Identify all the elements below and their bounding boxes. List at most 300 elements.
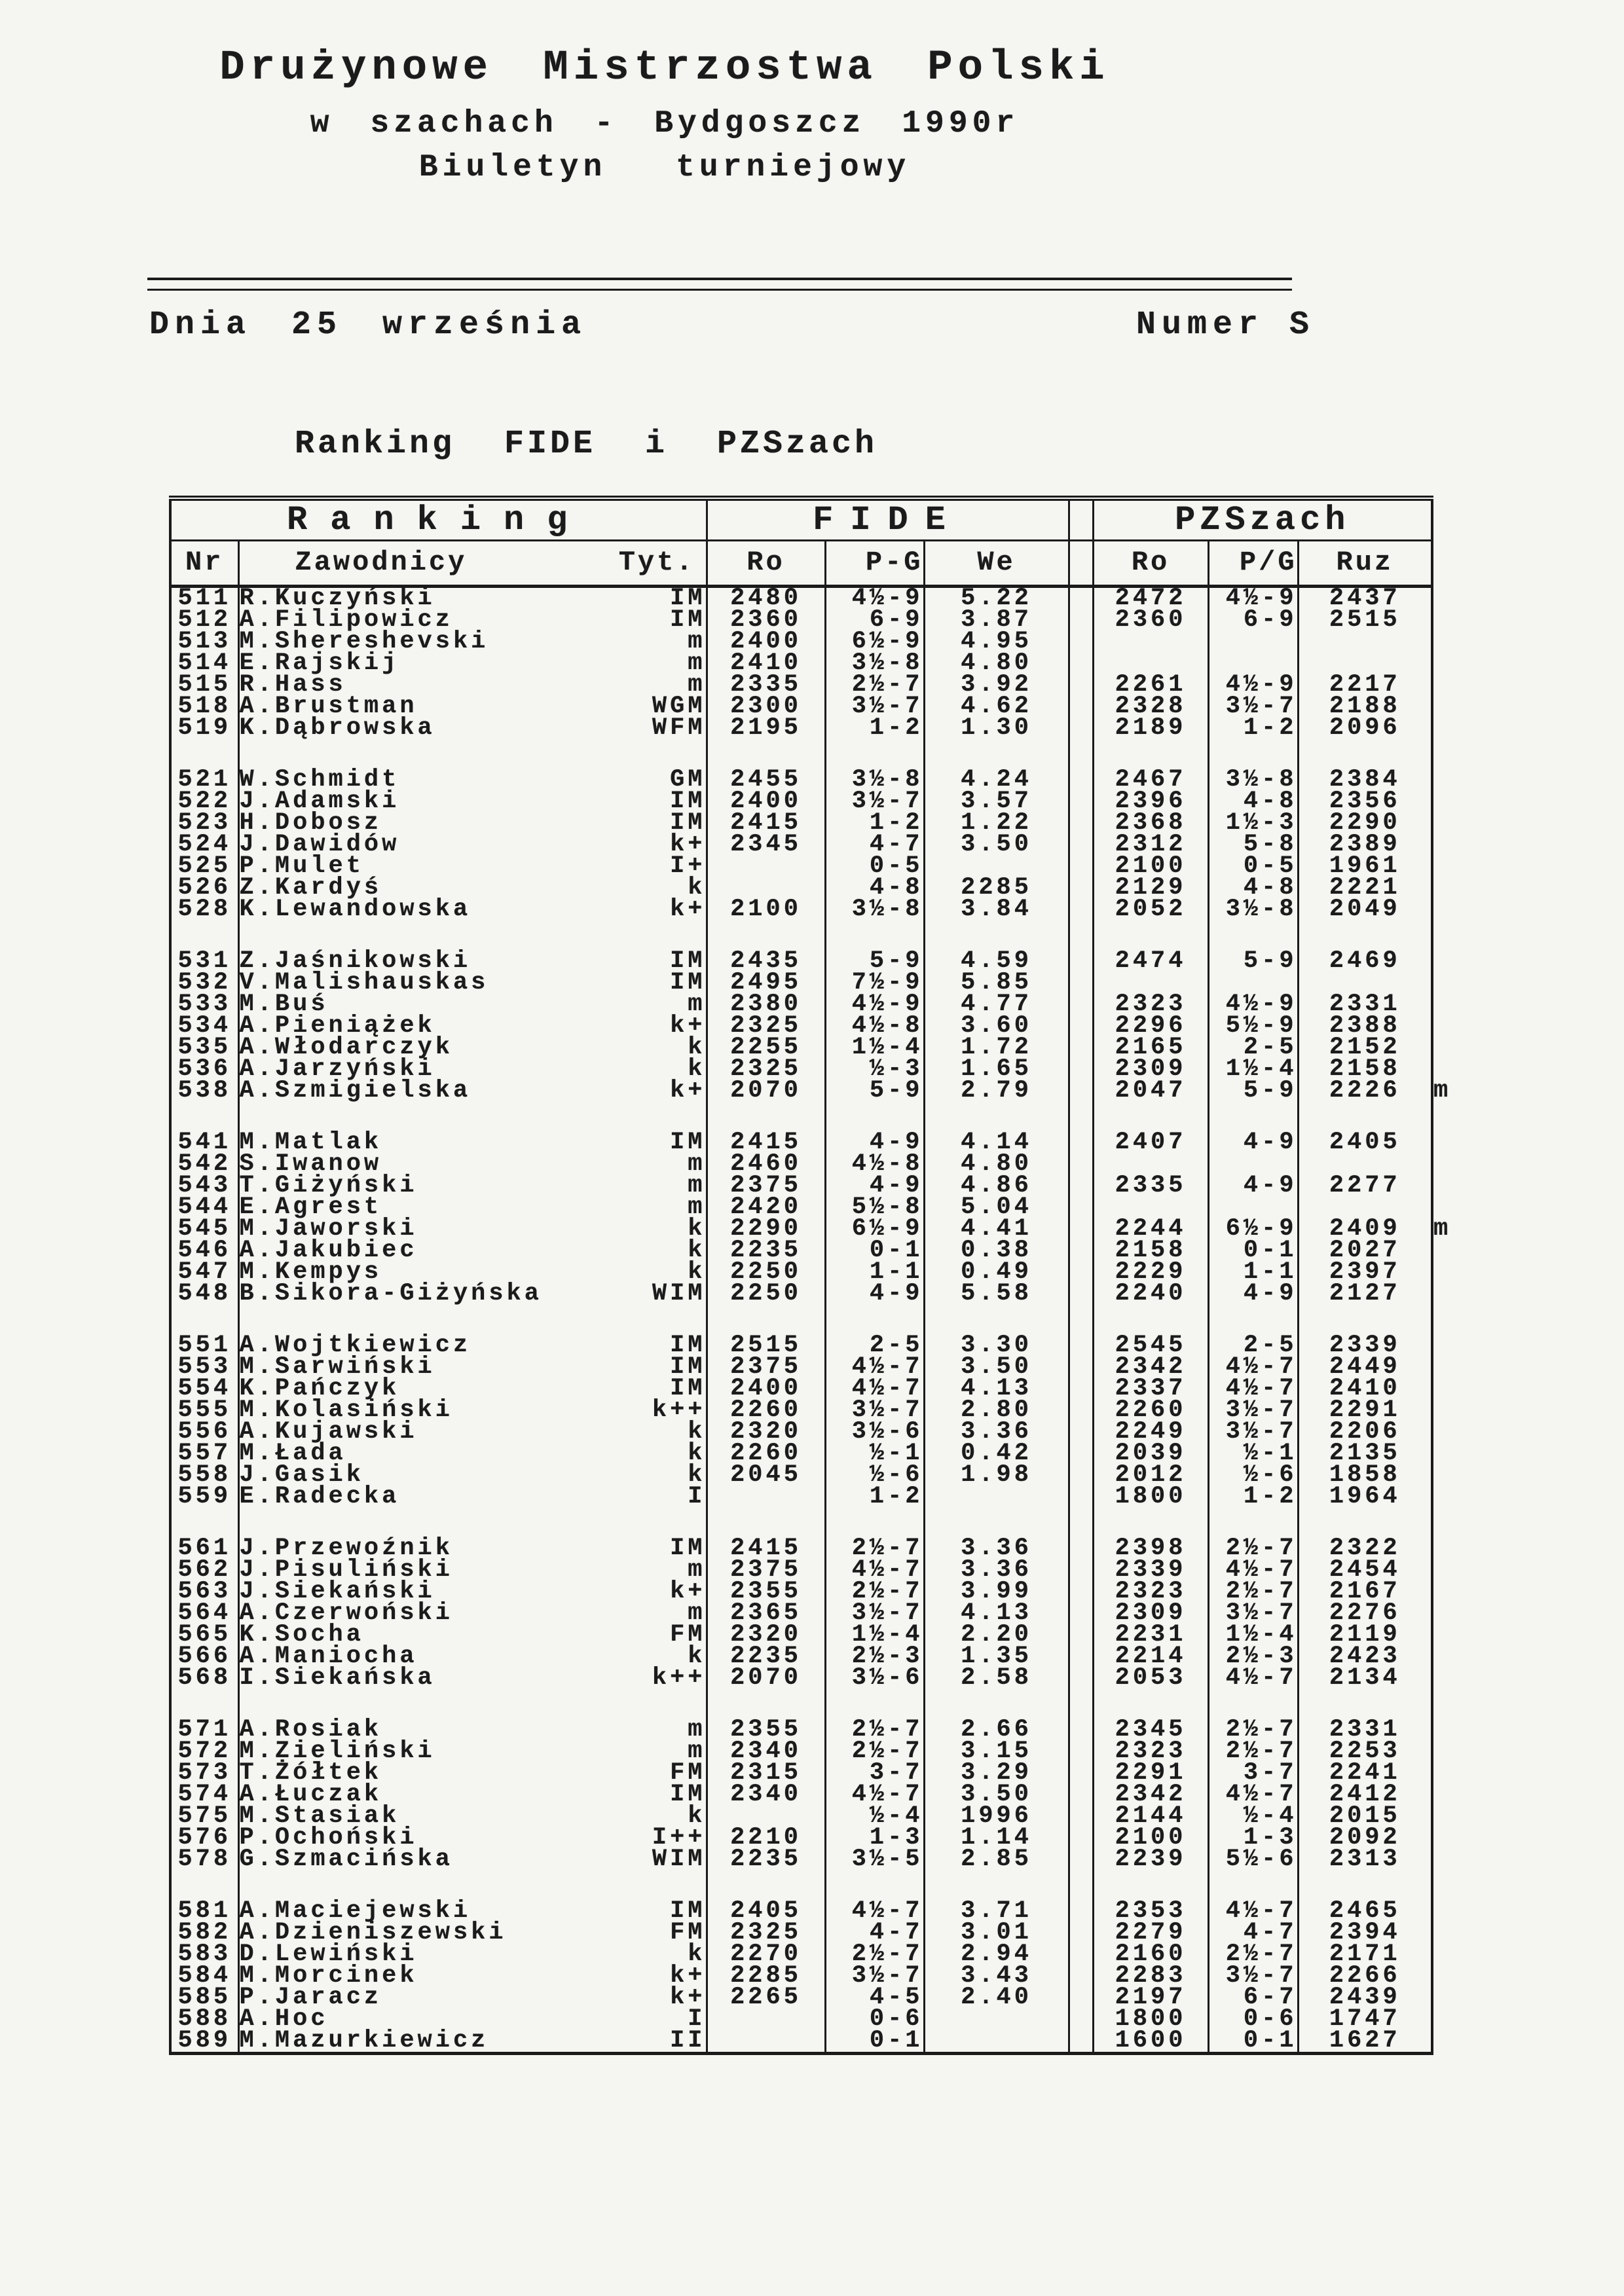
cell-margin-note bbox=[1432, 653, 1478, 674]
group-header-pzszach: PZSzach bbox=[1093, 498, 1432, 540]
cell-fide-ro: 2380 bbox=[707, 994, 825, 1015]
cell-title: m bbox=[572, 653, 707, 674]
cell-player-name: P.Mulet bbox=[239, 852, 364, 880]
cell-fide-pg: ½-3 bbox=[825, 1059, 924, 1080]
cell-nr: 522 bbox=[170, 791, 238, 812]
spacer-cell bbox=[924, 1870, 1069, 1901]
margin-column bbox=[1432, 540, 1478, 586]
cell-fide-pg: 1-2 bbox=[825, 1486, 924, 1508]
cell-pz-ruz: 2339 bbox=[1298, 1335, 1432, 1357]
cell-pz-ro: 2249 bbox=[1093, 1421, 1208, 1443]
cell-fide-we: 3.36 bbox=[924, 1538, 1069, 1559]
spacer-cell bbox=[1298, 1689, 1432, 1719]
cell-margin-note bbox=[1432, 1719, 1478, 1741]
spacer-cell bbox=[1432, 1305, 1478, 1335]
cell-pz-ruz: 2152 bbox=[1298, 1037, 1432, 1059]
cell-nr: 548 bbox=[170, 1283, 238, 1305]
cell-margin-note bbox=[1432, 1965, 1478, 1987]
spacer-cell bbox=[1093, 1689, 1208, 1719]
cell-nr: 543 bbox=[170, 1175, 238, 1197]
cell-margin-note bbox=[1432, 674, 1478, 696]
cell-fide-pg: 4-5 bbox=[825, 1987, 924, 2009]
spacer-cell bbox=[238, 1102, 572, 1132]
cell-nr: 582 bbox=[170, 1922, 238, 1944]
cell-fide-pg: 4½-7 bbox=[825, 1559, 924, 1581]
cell-fide-pg: 4½-9 bbox=[825, 994, 924, 1015]
cell-fide-we: 1.14 bbox=[924, 1827, 1069, 1849]
cell-pz-pg: ½-6 bbox=[1208, 1465, 1298, 1486]
cell-fide-we: 3.99 bbox=[924, 1581, 1069, 1603]
cell-title: m bbox=[572, 1175, 707, 1197]
cell-pz-ruz: 2119 bbox=[1298, 1624, 1432, 1646]
cell-pz-pg: 5½-6 bbox=[1208, 1849, 1298, 1870]
spacer-cell bbox=[238, 920, 572, 951]
cell-pz-pg: 1-1 bbox=[1208, 1262, 1298, 1283]
cell-margin-note bbox=[1432, 1624, 1478, 1646]
cell-pz-ruz: 2206 bbox=[1298, 1421, 1432, 1443]
cell-fide-ro: 2235 bbox=[707, 1646, 825, 1667]
cell-fide-we: 2.58 bbox=[924, 1667, 1069, 1689]
cell-pz-pg: 5-9 bbox=[1208, 951, 1298, 972]
spacer-cell bbox=[170, 920, 238, 951]
cell-fide-pg: 2½-7 bbox=[825, 1538, 924, 1559]
divider-cell bbox=[1069, 1603, 1093, 1624]
divider-cell bbox=[1069, 653, 1093, 674]
cell-fide-pg: 0-6 bbox=[825, 2009, 924, 2030]
cell-fide-pg: 3-7 bbox=[825, 1762, 924, 1784]
cell-fide-pg: 3½-7 bbox=[825, 1400, 924, 1421]
cell-margin-note bbox=[1432, 1262, 1478, 1283]
cell-fide-pg: 4-7 bbox=[825, 1922, 924, 1944]
cell-player-name: A.Włodarczyk bbox=[239, 1033, 453, 1061]
cell-player-name: M.Kolasiński bbox=[239, 1396, 453, 1424]
cell-title: k bbox=[572, 1037, 707, 1059]
cell-nr: 566 bbox=[170, 1646, 238, 1667]
cell-nr: 514 bbox=[170, 653, 238, 674]
cell-player-name: M.Jaworski bbox=[239, 1214, 418, 1243]
cell-pz-ruz: 2410 bbox=[1298, 1378, 1432, 1400]
cell-nr: 532 bbox=[170, 972, 238, 994]
spacer-cell bbox=[1069, 1689, 1093, 1719]
cell-nr: 547 bbox=[170, 1262, 238, 1283]
cell-pz-pg: 6-9 bbox=[1208, 610, 1298, 631]
cell-fide-ro: 2285 bbox=[707, 1965, 825, 1987]
cell-margin-note bbox=[1432, 951, 1478, 972]
cell-player-name: M.Stasiak bbox=[239, 1802, 400, 1830]
spacer-cell bbox=[1432, 1689, 1478, 1719]
spacer-cell bbox=[1432, 1870, 1478, 1901]
cell-fide-pg: 3½-5 bbox=[825, 1849, 924, 1870]
cell-margin-note bbox=[1432, 1667, 1478, 1689]
cell-fide-ro: 2455 bbox=[707, 769, 825, 791]
cell-pz-ruz: 2331 bbox=[1298, 994, 1432, 1015]
spacer-cell bbox=[707, 920, 825, 951]
cell-fide-pg: 4-9 bbox=[825, 1132, 924, 1154]
cell-margin-note bbox=[1432, 769, 1478, 791]
cell-margin-note bbox=[1432, 1132, 1478, 1154]
group-header-fide: FIDE bbox=[707, 498, 1069, 540]
cell-player-name: M.Buś bbox=[239, 990, 329, 1018]
cell-fide-we: 4.77 bbox=[924, 994, 1069, 1015]
cell-fide-pg: 4-9 bbox=[825, 1283, 924, 1305]
group-spacer-row bbox=[170, 1870, 1478, 1901]
cell-pz-pg: 4-8 bbox=[1208, 877, 1298, 899]
spacer-cell bbox=[1093, 1102, 1208, 1132]
cell-margin-note bbox=[1432, 1378, 1478, 1400]
cell-fide-we: 4.80 bbox=[924, 653, 1069, 674]
page-subtitle: w szachach - Bydgoszcz 1990r bbox=[310, 106, 1020, 141]
spacer-cell bbox=[1208, 1870, 1298, 1901]
cell-fide-we: 3.43 bbox=[924, 1965, 1069, 1987]
cell-fide-ro: 2400 bbox=[707, 1378, 825, 1400]
cell-pz-ruz: 2389 bbox=[1298, 834, 1432, 856]
cell-fide-ro: 2255 bbox=[707, 1037, 825, 1059]
cell-fide-pg: 2½-7 bbox=[825, 1741, 924, 1762]
cell-fide-we: 4.62 bbox=[924, 696, 1069, 718]
cell-margin-note bbox=[1432, 586, 1478, 610]
cell-pz-ruz: 2454 bbox=[1298, 1559, 1432, 1581]
cell-pz-pg: 2½-7 bbox=[1208, 1581, 1298, 1603]
cell-pz-ro: 1800 bbox=[1093, 2009, 1208, 2030]
spacer-cell bbox=[825, 1508, 924, 1538]
cell-nr: 556 bbox=[170, 1421, 238, 1443]
cell-title: k+ bbox=[572, 1987, 707, 2009]
cell-pz-ro: 2345 bbox=[1093, 1719, 1208, 1741]
cell-pz-pg: 4½-7 bbox=[1208, 1784, 1298, 1806]
cell-pz-ro: 2335 bbox=[1093, 1175, 1208, 1197]
cell-nr: 535 bbox=[170, 1037, 238, 1059]
cell-player-name: P.Ochoński bbox=[239, 1823, 418, 1851]
cell-nr: 541 bbox=[170, 1132, 238, 1154]
cell-player-name: J.Gasik bbox=[239, 1461, 364, 1489]
cell-player-name: K.Pańczyk bbox=[239, 1374, 400, 1402]
spacer-cell bbox=[1069, 1508, 1093, 1538]
cell-title: FM bbox=[572, 1922, 707, 1944]
spacer-cell bbox=[1208, 739, 1298, 769]
divider-cell bbox=[1069, 1154, 1093, 1175]
cell-fide-we: 3.60 bbox=[924, 1015, 1069, 1037]
spacer-cell bbox=[707, 739, 825, 769]
cell-pz-ruz: 2226 bbox=[1298, 1080, 1432, 1102]
cell-pz-pg: 3-7 bbox=[1208, 1762, 1298, 1784]
cell-pz-ro: 2291 bbox=[1093, 1762, 1208, 1784]
spacer-cell bbox=[238, 1689, 572, 1719]
cell-fide-ro: 2335 bbox=[707, 674, 825, 696]
cell-margin-note: m bbox=[1433, 1076, 1452, 1104]
cell-pz-pg: 3½-7 bbox=[1208, 1965, 1298, 1987]
cell-fide-we: 4.24 bbox=[924, 769, 1069, 791]
cell-pz-pg: 4-9 bbox=[1208, 1132, 1298, 1154]
cell-fide-we: 3.71 bbox=[924, 1901, 1069, 1922]
spacer-cell bbox=[707, 1305, 825, 1335]
cell-fide-ro: 2415 bbox=[707, 1538, 825, 1559]
cell-title: IM bbox=[572, 586, 707, 610]
cell-margin-note bbox=[1432, 834, 1478, 856]
cell-fide-ro: 2320 bbox=[707, 1624, 825, 1646]
cell-title: IM bbox=[572, 1132, 707, 1154]
cell-pz-ruz: 1858 bbox=[1298, 1465, 1432, 1486]
cell-title: WGM bbox=[572, 696, 707, 718]
cell-margin-note: m bbox=[1433, 1214, 1452, 1243]
cell-margin-note bbox=[1432, 1762, 1478, 1784]
cell-title: WIM bbox=[572, 1849, 707, 1870]
cell-player-name: B.Sikora-Giżyńska bbox=[239, 1279, 542, 1307]
spacer-cell bbox=[1432, 920, 1478, 951]
cell-margin-note bbox=[1432, 1154, 1478, 1175]
cell-fide-pg: 1½-4 bbox=[825, 1624, 924, 1646]
cell-fide-ro bbox=[707, 1486, 825, 1508]
cell-margin-note bbox=[1432, 1581, 1478, 1603]
group-header-row bbox=[170, 498, 1478, 540]
cell-fide-ro: 2315 bbox=[707, 1762, 825, 1784]
cell-nr: 511 bbox=[170, 586, 238, 610]
cell-margin-note bbox=[1432, 877, 1478, 899]
cell-fide-pg: 2½-7 bbox=[825, 674, 924, 696]
cell-pz-ruz: 2188 bbox=[1298, 696, 1432, 718]
cell-pz-ro: 2323 bbox=[1093, 1581, 1208, 1603]
cell-fide-pg: 5-9 bbox=[825, 1080, 924, 1102]
cell-pz-ruz: 2322 bbox=[1298, 1538, 1432, 1559]
divider-cell bbox=[1069, 899, 1093, 920]
cell-fide-ro: 2420 bbox=[707, 1197, 825, 1218]
spacer-cell bbox=[238, 1870, 572, 1901]
cell-player-name: H.Dobosz bbox=[239, 809, 382, 837]
cell-nr: 518 bbox=[170, 696, 238, 718]
spacer-cell bbox=[572, 1102, 707, 1132]
cell-fide-ro: 2405 bbox=[707, 1901, 825, 1922]
cell-title: k bbox=[572, 1262, 707, 1283]
cell-title: k bbox=[572, 1646, 707, 1667]
cell-player-name: A.Brustman bbox=[239, 692, 418, 720]
cell-player-name: A.Pieniążek bbox=[239, 1011, 435, 1040]
divider-cell bbox=[1069, 1944, 1093, 1965]
cell-fide-pg: 2½-7 bbox=[825, 1719, 924, 1741]
spacer-cell bbox=[1208, 1102, 1298, 1132]
cell-player-name: M.Łada bbox=[239, 1439, 346, 1467]
group-spacer-row bbox=[170, 1102, 1478, 1132]
cell-fide-we: 2.94 bbox=[924, 1944, 1069, 1965]
cell-fide-pg: 4-8 bbox=[825, 877, 924, 899]
cell-fide-pg: 7½-9 bbox=[825, 972, 924, 994]
cell-player-name: M.Sarwiński bbox=[239, 1353, 435, 1381]
cell-fide-we: 3.92 bbox=[924, 674, 1069, 696]
cell-title: WIM bbox=[572, 1283, 707, 1305]
cell-pz-ruz: 2356 bbox=[1298, 791, 1432, 812]
cell-pz-ro: 2309 bbox=[1093, 1059, 1208, 1080]
cell-margin-note bbox=[1432, 1538, 1478, 1559]
cell-fide-we: 3.50 bbox=[924, 1357, 1069, 1378]
cell-nr: 536 bbox=[170, 1059, 238, 1080]
divider-cell bbox=[1069, 1784, 1093, 1806]
cell-pz-pg: 2½-7 bbox=[1208, 1719, 1298, 1741]
cell-player-name: W.Schmidt bbox=[239, 765, 400, 793]
divider-cell bbox=[1069, 674, 1093, 696]
cell-title: m bbox=[572, 994, 707, 1015]
cell-nr: 515 bbox=[170, 674, 238, 696]
divider-cell bbox=[1069, 1197, 1093, 1218]
cell-fide-pg: 5-9 bbox=[825, 951, 924, 972]
cell-pz-ro: 2100 bbox=[1093, 856, 1208, 877]
cell-title: m bbox=[572, 674, 707, 696]
cell-title: IM bbox=[572, 1538, 707, 1559]
spacer-cell bbox=[707, 1508, 825, 1538]
cell-fide-we: 5.22 bbox=[924, 586, 1069, 610]
cell-pz-pg: 4½-7 bbox=[1208, 1357, 1298, 1378]
cell-nr: 528 bbox=[170, 899, 238, 920]
cell-title: m bbox=[572, 1719, 707, 1741]
cell-player-name: S.Iwanow bbox=[239, 1150, 382, 1178]
cell-title: m bbox=[572, 1741, 707, 1762]
cell-pz-ruz: 1961 bbox=[1298, 856, 1432, 877]
cell-pz-pg: 5-9 bbox=[1208, 1080, 1298, 1102]
cell-player-name: M.Mazurkiewicz bbox=[238, 2030, 572, 2054]
cell-title: m bbox=[572, 1197, 707, 1218]
cell-player-name: D.Lewiński bbox=[239, 1940, 418, 1968]
cell-margin-note bbox=[1432, 1283, 1478, 1305]
cell-pz-pg: 6½-9 bbox=[1208, 1218, 1298, 1240]
divider-cell bbox=[1069, 1624, 1093, 1646]
cell-pz-ro: 2239 bbox=[1093, 1849, 1208, 1870]
cell-fide-we: 2.80 bbox=[924, 1400, 1069, 1421]
divider-cell bbox=[1069, 1581, 1093, 1603]
cell-pz-pg: 5½-9 bbox=[1208, 1015, 1298, 1037]
spacer-cell bbox=[1093, 1305, 1208, 1335]
spacer-cell bbox=[1093, 739, 1208, 769]
cell-fide-we: 3.50 bbox=[924, 1784, 1069, 1806]
spacer-cell bbox=[1069, 920, 1093, 951]
cell-fide-we: 3.87 bbox=[924, 610, 1069, 631]
cell-pz-ruz: 1964 bbox=[1298, 1486, 1432, 1508]
divider-cell bbox=[1069, 2009, 1093, 2030]
cell-nr: 555 bbox=[170, 1400, 238, 1421]
cell-fide-ro: 2360 bbox=[707, 610, 825, 631]
col-header-pz-ruz: Ruz bbox=[1298, 540, 1432, 586]
cell-margin-note bbox=[1432, 1944, 1478, 1965]
cell-title: k+ bbox=[572, 834, 707, 856]
table-row bbox=[170, 1080, 1478, 1102]
cell-nr: 551 bbox=[170, 1335, 238, 1357]
cell-pz-pg: 4½-9 bbox=[1208, 586, 1298, 610]
cell-nr: 557 bbox=[170, 1443, 238, 1465]
spacer-cell bbox=[170, 1102, 238, 1132]
cell-nr: 588 bbox=[170, 2009, 238, 2030]
cell-fide-ro: 2365 bbox=[707, 1603, 825, 1624]
cell-player-name: A.Maciejewski bbox=[239, 1897, 471, 1925]
cell-pz-ruz: 2015 bbox=[1298, 1806, 1432, 1827]
cell-fide-ro: 2355 bbox=[707, 1719, 825, 1741]
cell-margin-note bbox=[1432, 1486, 1478, 1508]
cell-title: k bbox=[572, 1218, 707, 1240]
cell-fide-we: 0.49 bbox=[924, 1262, 1069, 1283]
cell-nr: 559 bbox=[170, 1486, 238, 1508]
cell-nr: 513 bbox=[170, 631, 238, 653]
cell-pz-ro: 2052 bbox=[1093, 899, 1208, 920]
cell-player-name: T.Giżyński bbox=[239, 1171, 418, 1199]
cell-nr: 533 bbox=[170, 994, 238, 1015]
spacer-cell bbox=[572, 1305, 707, 1335]
cell-fide-ro: 2325 bbox=[707, 1015, 825, 1037]
cell-pz-pg: 2½-3 bbox=[1208, 1646, 1298, 1667]
cell-player-name: J.Pisuliński bbox=[239, 1556, 453, 1584]
cell-player-name: K.Dąbrowska bbox=[239, 714, 435, 742]
divider-cell bbox=[1069, 1762, 1093, 1784]
cell-player-name: M.Matlak bbox=[239, 1128, 382, 1156]
cell-margin-note bbox=[1432, 1400, 1478, 1421]
cell-fide-we: 3.30 bbox=[924, 1335, 1069, 1357]
cell-pz-ruz: 2158 bbox=[1298, 1059, 1432, 1080]
cell-pz-ruz: 2437 bbox=[1298, 586, 1432, 610]
cell-pz-pg: ½-1 bbox=[1208, 1443, 1298, 1465]
divider-cell bbox=[1069, 1283, 1093, 1305]
cell-pz-ruz: 2331 bbox=[1298, 1719, 1432, 1741]
divider-cell bbox=[1069, 834, 1093, 856]
cell-title: IM bbox=[572, 1901, 707, 1922]
cell-pz-ro: 2474 bbox=[1093, 951, 1208, 972]
cell-pz-ro: 2368 bbox=[1093, 812, 1208, 834]
cell-pz-ro: 2353 bbox=[1093, 1901, 1208, 1922]
cell-nr: 561 bbox=[170, 1538, 238, 1559]
spacer-cell bbox=[924, 1102, 1069, 1132]
cell-pz-pg: 3½-8 bbox=[1208, 769, 1298, 791]
divider-cell bbox=[1069, 696, 1093, 718]
cell-pz-ro: 2342 bbox=[1093, 1357, 1208, 1378]
spacer-cell bbox=[1432, 739, 1478, 769]
divider-cell bbox=[1069, 1218, 1093, 1240]
cell-pz-pg: 4½-7 bbox=[1208, 1667, 1298, 1689]
cell-fide-pg: 3½-8 bbox=[825, 899, 924, 920]
spacer-cell bbox=[924, 739, 1069, 769]
cell-nr: 572 bbox=[170, 1741, 238, 1762]
divider-cell bbox=[1069, 1486, 1093, 1508]
divider-cell bbox=[1069, 1987, 1093, 2009]
cell-nr: 564 bbox=[170, 1603, 238, 1624]
col-header-zawodnicy: Zawodnicy bbox=[238, 540, 572, 586]
cell-pz-ro: 2012 bbox=[1093, 1465, 1208, 1486]
cell-pz-ro: 2165 bbox=[1093, 1037, 1208, 1059]
cell-player-name: A.Szmigielska bbox=[239, 1076, 471, 1104]
cell-pz-ro: 2240 bbox=[1093, 1283, 1208, 1305]
cell-pz-pg: 2-5 bbox=[1208, 1037, 1298, 1059]
cell-fide-pg: 0-1 bbox=[825, 1240, 924, 1262]
cell-fide-pg: 3½-6 bbox=[825, 1421, 924, 1443]
spacer-cell bbox=[1069, 1102, 1093, 1132]
cell-fide-pg: 4½-7 bbox=[825, 1378, 924, 1400]
cell-title: k+ bbox=[572, 1080, 707, 1102]
cell-pz-ruz: 2167 bbox=[1298, 1581, 1432, 1603]
cell-fide-we: 3.01 bbox=[924, 1922, 1069, 1944]
cell-margin-note bbox=[1432, 1559, 1478, 1581]
cell-pz-ro: 2467 bbox=[1093, 769, 1208, 791]
spacer-cell bbox=[572, 920, 707, 951]
cell-pz-ruz: 2049 bbox=[1298, 899, 1432, 920]
spacer-cell bbox=[1298, 920, 1432, 951]
cell-pz-pg: 3½-8 bbox=[1208, 899, 1298, 920]
cell-fide-we: 3.36 bbox=[924, 1559, 1069, 1581]
cell-nr: 568 bbox=[170, 1667, 238, 1689]
cell-player-name: G.Szmacińska bbox=[239, 1845, 453, 1873]
spacer-cell bbox=[825, 1689, 924, 1719]
cell-fide-ro: 2480 bbox=[707, 586, 825, 610]
cell-fide-pg: 1-3 bbox=[825, 1827, 924, 1849]
cell-margin-note bbox=[1432, 1901, 1478, 1922]
table-row bbox=[170, 1486, 1478, 1508]
divider-cell bbox=[1069, 972, 1093, 994]
cell-nr: 545 bbox=[170, 1218, 238, 1240]
divider-cell bbox=[1069, 1421, 1093, 1443]
cell-pz-ruz: 2276 bbox=[1298, 1603, 1432, 1624]
cell-pz-ro: 2100 bbox=[1093, 1827, 1208, 1849]
cell-pz-ruz: 2397 bbox=[1298, 1262, 1432, 1283]
